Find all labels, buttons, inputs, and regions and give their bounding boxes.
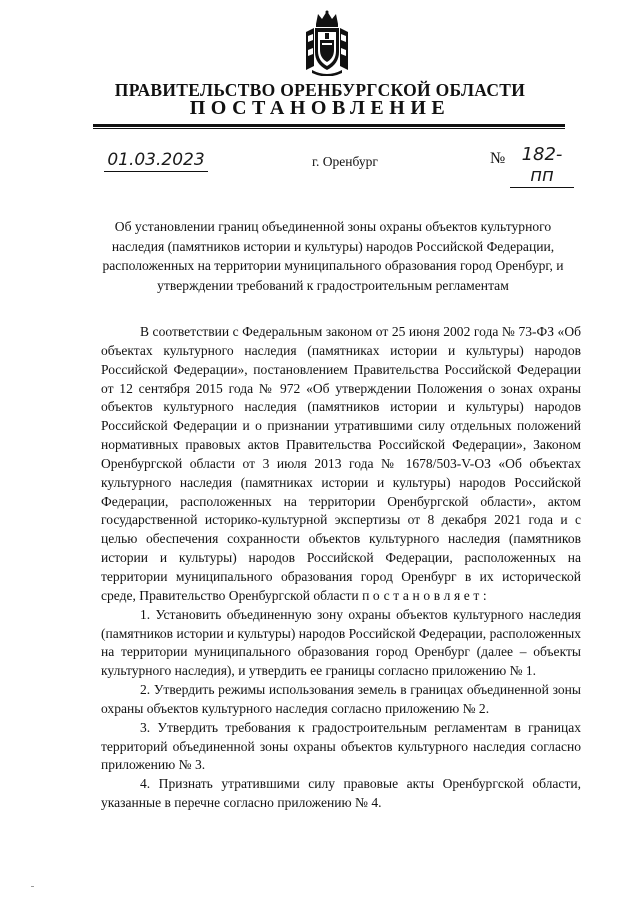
document-body — [101, 323, 581, 813]
orenburg-coat-of-arms-icon — [304, 10, 350, 76]
number-underline — [510, 187, 574, 188]
date-handwritten: 01.03.2023 — [107, 150, 205, 170]
number-handwritten: 182-пп — [521, 144, 563, 186]
resolution-item: 3. Утвердить требования к градостроительным регламентам в границах территорий объединенной зоны охраны объектов культурного наследия согласно приложению № 3. — [101, 719, 581, 773]
resolution-item: 2. Утвердить режимы использования земель в границах объединенной зоны охраны объектов культурного наследия согласно приложению № 2. — [101, 682, 581, 716]
resolution-item: 4. Признать утратившими силу правовые акты Оренбургской области, указанные в перечне согласно приложению № 4. — [101, 776, 581, 811]
document-number — [510, 144, 574, 188]
government-name: ПРАВИТЕЛЬСТВО ОРЕНБУРГСКОЙ ОБЛАСТИ — [114, 80, 526, 100]
document-type: ПОСТАНОВЛЕНИЕ — [189, 97, 451, 119]
document-subject: Об установлении границ объединенной зоны охраны объектов культурного наследия (памятников истории и культуры) народов Российской Федерации, расположенных на территории муниципального образования город Оренбург, и утверждении требований к градостроительным регламентам — [102, 219, 564, 293]
preamble-text: В соответствии с Федеральным законом от 25 июня 2002 года № 73-ФЗ «Об объектах культурного наследия (памятниках истории и культуры) народов Российской Федерации», постановлением Правительства Российской Федерации от 12 сентября 2015 года № 972 «Об утверждении Положения о зонах охраны объектов культурного наследия (памятников истории и культуры) народов Российской Федерации и о признании утратившими силу отдельных положений нормативных правовых актов Правительства Российской Федерации», Законом Оренбургской области от 3 июля 2013 года № 1678/503-V-ОЗ «Об объектах культурного наследия (памятниках истории и культуры) народов Российской Федерации, расположенных на территории Оренбургской области», актом государственной историко-культурной экспертизы от 8 декабря 2021 года и с целью обеспечения сохранности объектов культурного наследия (памятников истории и культуры) народов Российской Федерации, расположенных на территории муниципального образования город Оренбург в их исторической среде, Правительство Оренбургской области — [101, 324, 581, 603]
date-underline — [104, 171, 208, 172]
margin-mark — [31, 886, 34, 887]
preamble-paragraph — [101, 323, 581, 606]
preamble-colon: : — [482, 587, 487, 603]
resolution-item: 1. Установить объединенную зону охраны объектов культурного наследия (памятников истории и культуры) народов Российской Федерации, расположенных на территории муниципального образования город Оренбург (далее – объекты культурного наследия), и утвердить ее границы согласно приложению № 1. — [101, 606, 581, 679]
number-label: № — [490, 150, 506, 167]
preamble-verb: постановляет — [362, 587, 483, 603]
document-date — [104, 150, 208, 172]
city-label: г. Оренбург — [312, 154, 378, 169]
header-rule-thin — [93, 128, 565, 129]
header-rule-thick — [93, 124, 565, 127]
